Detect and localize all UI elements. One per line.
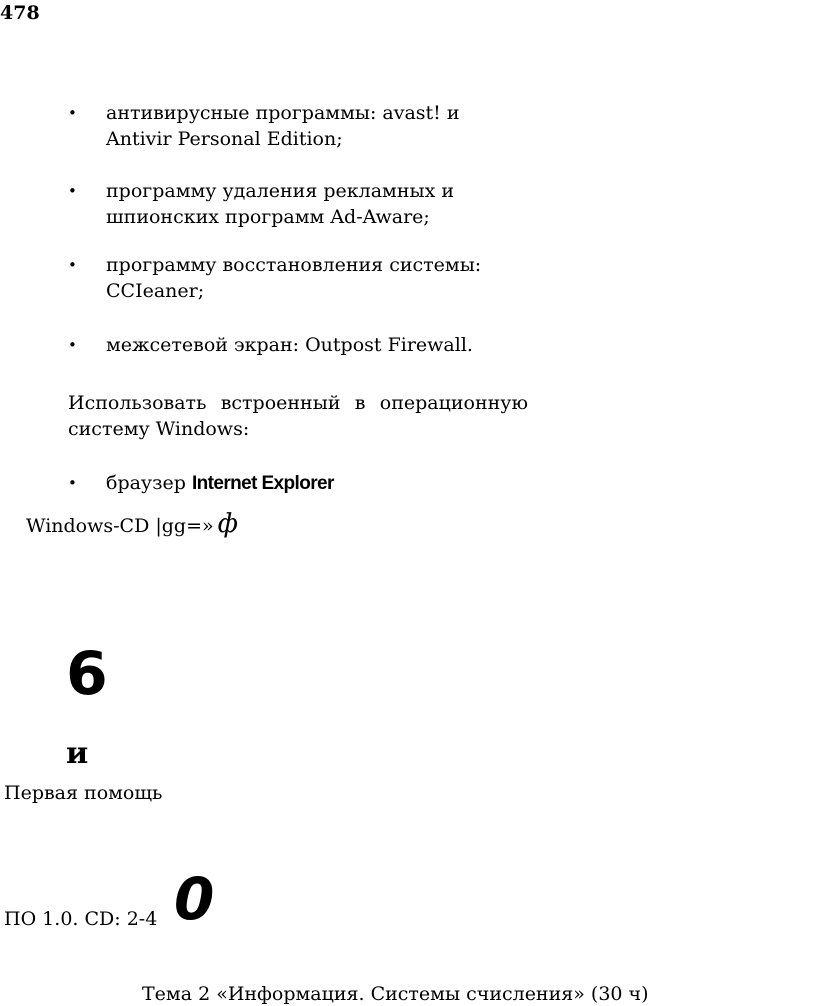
- list-item-line: программу восстановления системы:: [106, 254, 482, 276]
- builtin-paragraph: [68, 390, 528, 442]
- list-item: [68, 100, 566, 152]
- paragraph-line: Использовать встроенный в операционную: [68, 392, 528, 414]
- bullet-icon: •: [68, 256, 77, 274]
- page-number: 478: [0, 2, 40, 24]
- bullet-icon: •: [68, 104, 77, 122]
- list-item-line: шпионских программ Ad-Aware;: [106, 206, 430, 228]
- large-digit-six: 6: [66, 639, 108, 709]
- large-digit-zero: 0: [174, 865, 215, 933]
- footer-topic-title: Тема 2 «Информация. Системы счисления» (30 ч): [142, 983, 649, 1005]
- browser-prefix: браузер: [106, 472, 186, 494]
- list-item-line: программу удаления рекламных и: [106, 180, 455, 202]
- browser-list-item: [68, 470, 334, 497]
- first-aid-label: Первая помощь: [4, 782, 163, 804]
- list-item-line: CCIeaner;: [106, 280, 205, 302]
- list-item: [68, 178, 566, 230]
- list-item-line: антивирусные программы: avast! и: [106, 102, 460, 124]
- bullet-icon: •: [68, 336, 77, 354]
- bullet-icon: •: [68, 474, 77, 492]
- list-item-line: межсетевой экран: Outpost Firewall.: [106, 334, 473, 356]
- list-item-line: Antivir Personal Edition;: [106, 128, 343, 150]
- windows-cd-glyph: ф: [217, 509, 238, 539]
- bullet-icon: •: [68, 182, 77, 200]
- list-item: [68, 332, 566, 358]
- paragraph-line: систему Windows:: [68, 418, 250, 440]
- windows-cd-text: Windows-CD |gg=»: [26, 515, 214, 537]
- list-item: [68, 252, 566, 304]
- windows-cd-label: [26, 510, 238, 540]
- po-cd-label: ПО 1.0. CD: 2-4: [4, 908, 158, 930]
- browser-name: Internet Explorer: [191, 473, 334, 494]
- large-letter-i: и: [66, 736, 89, 771]
